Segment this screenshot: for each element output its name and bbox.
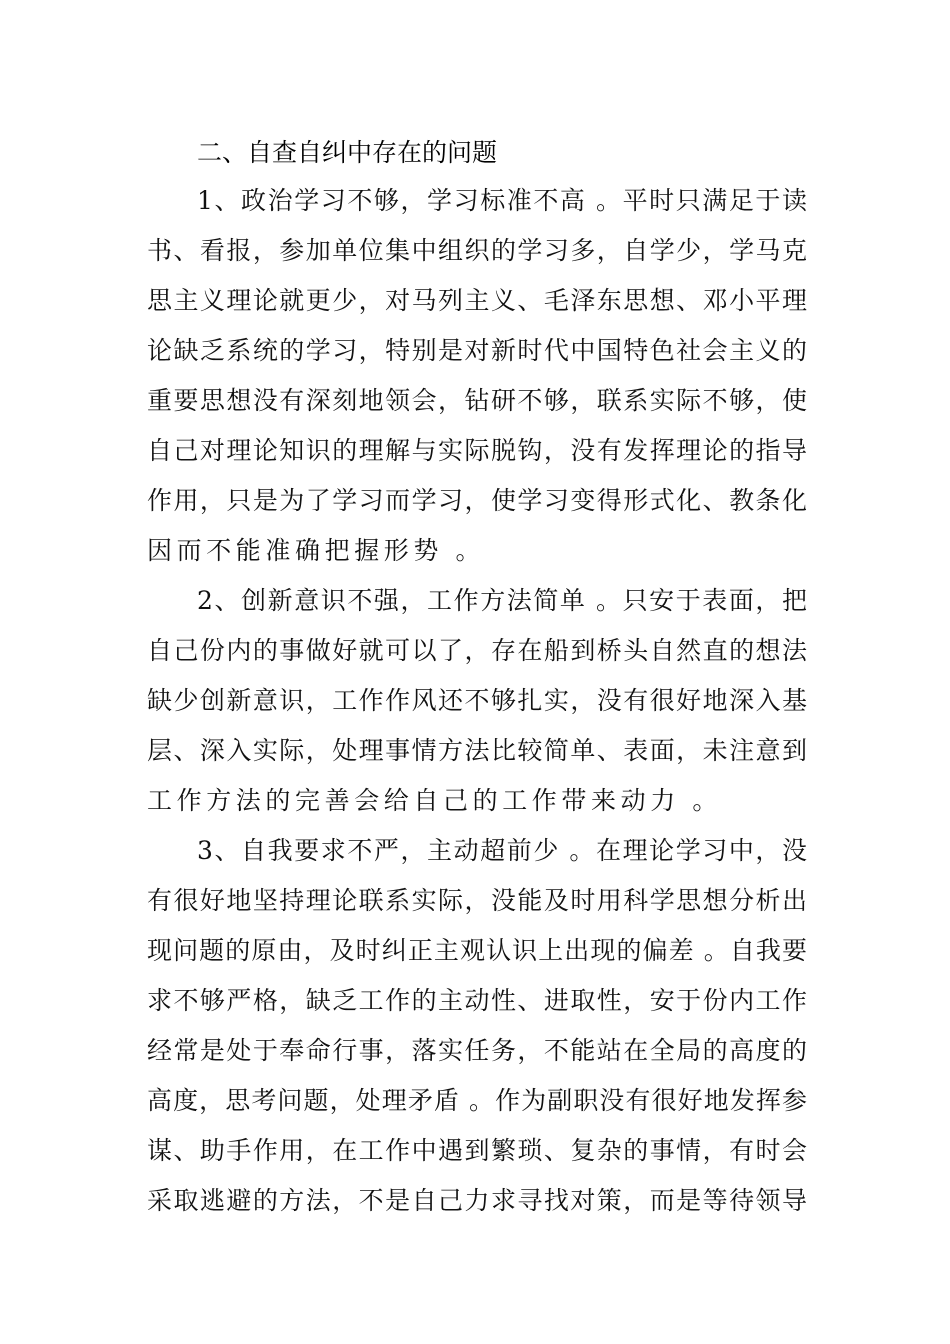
paragraph-1-line-5: 重要思想没有深刻地领会，钻研不够，联系实际不够，使 <box>147 386 807 415</box>
paragraph-2-line-2: 自己份内的事做好就可以了，存在船到桥头自然直的想法 <box>147 636 807 665</box>
paragraph-1-line-8: 因而不能准确把握形势 。 <box>147 536 486 565</box>
paragraph-3-line-8: 采取逃避的方法，不是自己力求寻找对策，而是等待领导 <box>147 1186 807 1215</box>
paragraph-1-line-4: 论缺乏系统的学习，特别是对新时代中国特色社会主义的 <box>147 336 807 365</box>
paragraph-1-line-2: 书、看报，参加单位集中组织的学习多，自学少，学马克 <box>147 236 807 265</box>
body-text <box>147 178 807 1228</box>
paragraph-1-line-1: 1、政治学习不够，学习标准不高 。平时只满足于读 <box>197 186 807 215</box>
paragraph-3-line-6: 高度，思考问题，处理矛盾 。作为副职没有很好地发挥参 <box>147 1086 807 1115</box>
paragraph-2-line-4: 层、深入实际，处理事情方法比较简单、表面，未注意到 <box>147 736 807 765</box>
paragraph-3-line-7: 谋、助手作用，在工作中遇到繁琐、复杂的事情，有时会 <box>147 1136 807 1165</box>
section-heading: 二、自查自纠中存在的问题 <box>197 138 498 167</box>
paragraph-1-line-7: 作用，只是为了学习而学习，使学习变得形式化、教条化 <box>147 486 807 515</box>
paragraph-2-line-3: 缺少创新意识，工作作风还不够扎实，没有很好地深入基 <box>147 686 807 715</box>
paragraph-1-line-3: 思主义理论就更少，对马列主义、毛泽东思想、邓小平理 <box>147 286 807 315</box>
paragraph-3-line-5: 经常是处于奉命行事，落实任务，不能站在全局的高度的 <box>147 1036 807 1065</box>
paragraph-2-line-5: 工作方法的完善会给自己的工作带来动力 。 <box>147 786 722 815</box>
paragraph-1-line-6: 自己对理论知识的理解与实际脱钩，没有发挥理论的指导 <box>147 436 807 465</box>
paragraph-3-line-1: 3、自我要求不严，主动超前少 。在理论学习中，没 <box>197 836 807 865</box>
paragraph-2-line-1: 2、创新意识不强，工作方法简单 。只安于表面，把 <box>197 586 807 615</box>
paragraph-3-line-4: 求不够严格，缺乏工作的主动性、进取性，安于份内工作 <box>147 986 807 1015</box>
paragraph-3-line-3: 现问题的原由，及时纠正主观认识上出现的偏差 。自我要 <box>147 936 807 965</box>
paragraph-3-line-2: 有很好地坚持理论联系实际，没能及时用科学思想分析出 <box>147 886 807 915</box>
